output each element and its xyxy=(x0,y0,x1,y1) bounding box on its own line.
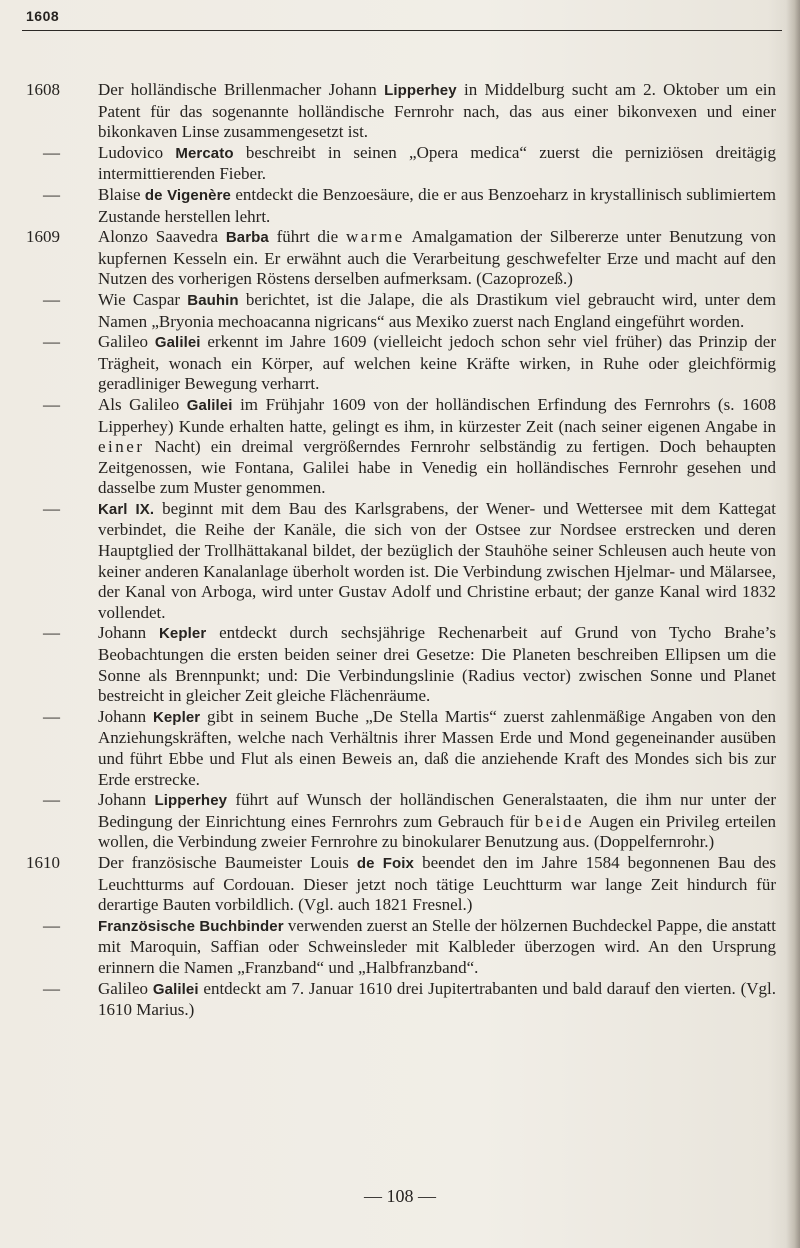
entry-text-body: beendet den im Jahre 1584 begonnenen Bau des Leuchtturms auf Cordouan. Dieser jetzt noch tätige Leuchtturm war lange Zeit hindurch für derartige Bauten vorbildlich. (Vgl. auch 1821 Fresnel.) xyxy=(98,852,777,915)
entry-text-lead: Galileo xyxy=(98,978,149,998)
entry-text xyxy=(98,790,776,853)
entry-text-body: in Middelburg sucht am 2. Oktober um ein Patent für das sogenannte holländische Fernrohr nach, das aus einer bikonvexen und einer bikonkaven Linse zusammengesetzt ist. xyxy=(98,80,777,142)
entry-year: — xyxy=(43,915,60,935)
entry-text-lead: Der französische Baumeister Louis xyxy=(98,852,349,872)
entry-text-body: beschreibt in seinen „Opera medica“ zuerst die perniziösen dreitägig intermittierenden Fieber. xyxy=(98,142,777,184)
entry-text-body: erkennt im Jahre 1609 (vielleicht jedoch schon sehr viel früher) das Prinzip der Trägheit, wonach ein Körper, auf welchen keine Kräfte wirken, in Ruhe oder gleichförmig geradliniger Bewegung verharrt. xyxy=(98,332,777,394)
page-edge-shadow xyxy=(786,0,800,1248)
page-number: — 108 — xyxy=(364,1186,436,1206)
emphasized-word: beide xyxy=(534,811,585,831)
entry-text-body: Amalgamation der Silbererze unter Benutzung von kupfernen Kesseln ein. Er erwähnt auch die Verarbeitung geschwefelter Erze und macht auf den Nutzen des vorherigen Röstens derselben aufmerksam. (Cazoprozeß.) xyxy=(98,227,776,289)
entry-text-lead: Johann xyxy=(98,623,147,643)
chronology-entry xyxy=(20,290,776,332)
entry-text xyxy=(98,80,776,143)
running-head: 1608 xyxy=(26,8,60,24)
entry-text xyxy=(98,395,776,499)
chronology-entry xyxy=(20,853,776,916)
entry-text-body: im Frühjahr 1609 von der holländischen Erfindung des Fernrohrs (s. 1608 Lipperhey) Kunde erhalten hatte, gelingt es ihm, in kürzester Zeit (nach seiner eigenen Angabe in xyxy=(98,394,777,436)
person-name: Lipperhey xyxy=(154,792,228,810)
person-name: Galilei xyxy=(186,396,233,414)
person-name: Karl IX. xyxy=(98,500,155,518)
entry-text-lead: Galileo xyxy=(98,332,149,352)
entry-text xyxy=(98,185,776,227)
entry-text-lead: Wie Caspar xyxy=(98,289,181,309)
entry-text-body: beginnt mit dem Bau des Karlsgrabens, der Wener- und Wettersee mit dem Kattegat verbindet, die Reihe der Kanäle, die sich von der Ostsee zur Nordsee erstrecken und deren Hauptglied der Trollhättakanal bildet, der bezüglich der Stauhöhe seiner Schleusen auch heute von keiner anderen Kanalanlage überholt worden ist. Die Verbindung zwischen Hjelmar- und Mälarsee, der Kanal von Arboga, wird unter Gustav Adolf und Christine erbaut; der ganze Kanal wird 1832 vollendet. xyxy=(98,498,777,622)
entry-text-body: führt die xyxy=(276,227,339,247)
entry-text xyxy=(98,499,776,624)
entry-text-lead: Als Galileo xyxy=(98,394,180,414)
entry-text-body: Nacht) ein dreimal vergrößerndes Fernrohr selbständig zu fertigen. Doch behaupten Zeitgenossen, wie Fontana, Galilei habe in Venedig ein holländisches Fernrohr gesehen und dasselbe zum Muster genommen. xyxy=(98,437,776,498)
entry-text-lead: Blaise xyxy=(98,184,141,204)
person-name: de Vigenère xyxy=(144,186,231,204)
emphasized-word: einer xyxy=(98,437,145,457)
chronology-entry xyxy=(20,707,776,790)
entry-year: — xyxy=(43,790,60,810)
entry-text-lead: Ludovico xyxy=(98,142,164,162)
entry-year: — xyxy=(43,706,60,726)
entry-year: — xyxy=(43,394,60,414)
entry-text-lead: Der holländische Brillenmacher Johann xyxy=(98,80,377,99)
entry-text xyxy=(98,227,776,290)
entry-year: — xyxy=(43,184,60,204)
chronology-entry xyxy=(20,916,776,979)
person-name: Kepler xyxy=(158,625,207,643)
entry-year: — xyxy=(43,978,60,998)
entry-text xyxy=(98,853,776,916)
chronology-entry xyxy=(20,979,776,1021)
entry-year: — xyxy=(43,498,60,518)
entry-text-body: entdeckt durch sechsjährige Rechenarbeit auf Grund von Tycho Brahe’s Beobachtungen die ersten beiden seiner drei Gesetze: Die Planeten beschreiben Ellipsen um die Sonne als Brennpunkt; und: Die Verbindungslinie (Radius vector) zwischen Sonne und Planet bestreicht in gleicher Zeit gleiche Flächenräume. xyxy=(98,623,777,706)
chronology-entry xyxy=(20,227,776,290)
chronology-entry xyxy=(20,332,776,395)
entry-year: — xyxy=(43,142,60,162)
person-name: Barba xyxy=(225,229,269,247)
entry-year: — xyxy=(43,623,60,643)
entry-text xyxy=(98,979,776,1021)
chronology-entry xyxy=(20,623,776,706)
person-name: Bauhin xyxy=(187,291,239,309)
entry-text xyxy=(98,332,776,395)
chronology-entry xyxy=(20,499,776,624)
person-name: Mercato xyxy=(175,144,234,162)
entry-text-body: verwenden zuerst an Stelle der hölzernen Buchdeckel Pappe, die anstatt mit Maroquin, Saffian oder Schweinsleder mit Kalbleder überzogen wird. An den Ursprung erinnern die Namen „Franzband“ und „Halbfranzband“. xyxy=(98,915,777,977)
entry-text xyxy=(98,623,776,706)
entry-text-body: berichtet, ist die Jalape, die als Drastikum viel gebraucht wird, unter dem Namen „Bryonia mechoacanna nigricans“ aus Mexiko zuerst nach England eingeführt worden. xyxy=(98,289,777,331)
chronology-entry xyxy=(20,80,776,143)
person-name: Galilei xyxy=(152,980,199,998)
chronology-entries xyxy=(20,80,776,1021)
chronology-entry xyxy=(20,395,776,499)
chronology-entry xyxy=(20,143,776,185)
entry-text-body: führt auf Wunsch der holländischen Generalstaaten, die ihm nur unter der Bedingung der Einrichtung eines Fernrohrs zum Gebrauch für xyxy=(98,790,777,831)
entry-text xyxy=(98,707,776,790)
entry-text-body: Augen ein Privileg erteilen wollen, die Verbindung zweier Fernrohre zu binokularer Benutzung aus. (Doppelfernrohr.) xyxy=(98,811,776,852)
entry-text-lead: Alonzo Saavedra xyxy=(98,227,219,247)
entry-text-body: gibt in seinem Buche „De Stella Martis“ zuerst zahlenmäßige Angaben von den Anziehungskräften, welche nach Verhältnis ihrer Massen Erde und Mond gegeneinander ausüben und führt Ebbe und Flut als einen Beweis an, daß die anziehende Kraft des Mondes sich bis zur Erde erstrecke. xyxy=(98,706,777,789)
entry-text-lead: Johann xyxy=(98,790,147,810)
entry-text xyxy=(98,290,776,332)
person-name: Französische Buchbinder xyxy=(98,917,284,935)
chronology-entry xyxy=(20,790,776,853)
entry-text-body: entdeckt am 7. Januar 1610 drei Jupitertrabanten und bald darauf den vierten. (Vgl. 1610 Marius.) xyxy=(98,978,777,1020)
person-name: Lipperhey xyxy=(384,82,457,99)
chronology-entry xyxy=(20,185,776,227)
person-name: Kepler xyxy=(152,708,201,726)
entry-year: — xyxy=(43,332,60,352)
entry-text-body: entdeckt die Benzoesäure, die er aus Benzoeharz in krystallinisch sublimiertem Zustande herstellen lehrt. xyxy=(98,184,776,226)
entry-text-lead: Johann xyxy=(98,706,147,726)
entry-text xyxy=(98,916,776,979)
header-rule xyxy=(22,30,782,31)
emphasized-word: warme xyxy=(345,227,405,247)
person-name: Galilei xyxy=(154,334,201,352)
entry-year: 1610 xyxy=(26,852,60,872)
entry-year: 1609 xyxy=(26,227,60,247)
entry-year: 1608 xyxy=(26,80,60,99)
person-name: de Foix xyxy=(356,854,414,872)
entry-text xyxy=(98,143,776,185)
entry-year: — xyxy=(43,289,60,309)
